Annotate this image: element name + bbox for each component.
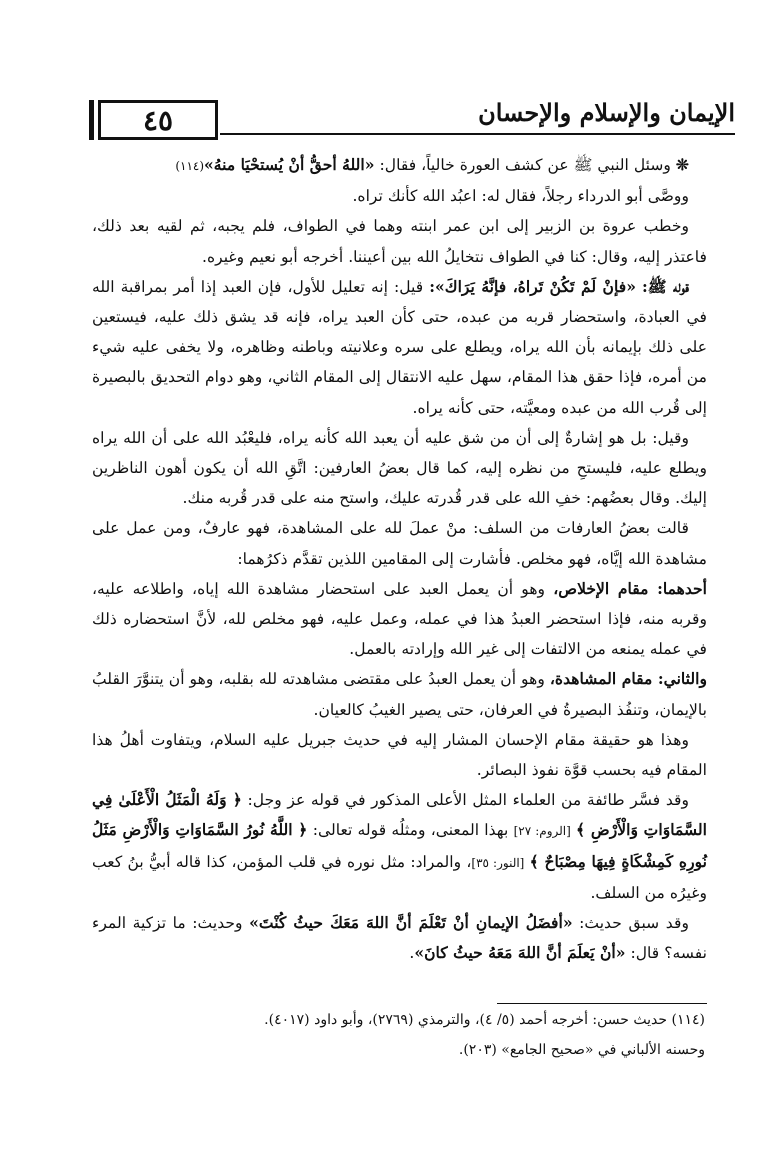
paragraph (92, 150, 707, 181)
footnote: (١١٤) حديث حسن: أخرجه أحمد (٥/ ٤)، والترمذي (٢٧٦٩)، وأبو داود (٤٠١٧). (264, 1012, 705, 1028)
running-title: الإيمان والإسلام والإحسان (478, 98, 735, 127)
footnote-rule (497, 1003, 707, 1004)
paragraph-text: وهو أن يعمل العبدُ على مقتضى مشاهدته لله بقلبه، وهو أن يتنوَّرَ القلبُ بالإيمان، وتنفُذ البصيرةُ في العرفان، حتى يصير الغيبُ كالعيان. (92, 670, 707, 719)
paragraph-text: وسئل النبي ﷺ عن كشف العورة خالياً، فقال: (379, 156, 671, 174)
footnote-ref[interactable]: (١١٤) (175, 159, 205, 173)
section-lead: والثاني: مقام المشاهدة، (549, 669, 707, 689)
paragraph (92, 785, 707, 908)
section-lead: قوله ﷺ: (641, 276, 689, 296)
hadith-quote: «اللهُ أحقُّ أنْ يُستحْيَا منهُ» (204, 155, 375, 174)
page-number: ٤٥ (98, 100, 218, 140)
paragraph-text: قيل: إنه تعليل للأول، فإن العبد إذا أمر بمراقبة الله في العبادة، واستحضار قربه من عبده، حتى كأن العبد يراه، فإنه قد يشق ذلك عليه، فيستعين على ذلك بإيمانه بأن الله يراه، ويطلع على سره وعلانيته وباطنه وظاهره، ولا يخفى عليه شيء من أمره، فإذا حقق هذا المقام، سهل عليه الانتقال إلى المقام الثاني، وهو دوام التحديق بالبصيرة إلى قُرب الله من عبده ومعيَّته، حتى كأنه يراه. (92, 277, 707, 417)
page-header (70, 92, 735, 138)
hadith-quote: «أنْ يَعلَمَ أنَّ اللهَ مَعَهُ حيثُ كانَ» (414, 943, 626, 963)
header-rule (220, 133, 735, 135)
paragraph (92, 574, 707, 665)
quran-quote: ﴿ اللَّهُ نُورُ السَّمَاوَاتِ وَالْأَرْضِ مَثَلُ نُورِهِ كَمِشْكَاةٍ فِيهَا مِصْبَاحٌ ﴾ (92, 820, 707, 871)
footnote: وحسنه الألباني في «صحيح الجامع» (٢٠٣). (458, 1042, 705, 1058)
paragraph-text: وهو أن يعمل العبد على استحضار مشاهدة الله إياه، واطلاعه عليه، وقربه منه، فإذا استحضر العبدُ هذا في عمله، وعمل عليه، فهو مخلص لله، لأنَّ استحضاره ذلك في عمله يمنعه من الالتفات إلى غير الله وإرادته بالعمل. (92, 579, 707, 659)
paragraph-text: ، والمراد: مثل نوره في قلب المؤمن، كذا قاله أبيُّ بنُ كعب وغيرُه من السلف. (92, 852, 707, 902)
hadith-quote: «فإنْ لَمْ تَكُنْ تَراهُ، فإنَّهُ يَرَاكَ»: (429, 276, 636, 296)
paragraph-text: وقد فسَّر طائفة من العلماء المثل الأعلى المذكور في قوله عز وجل: (247, 791, 690, 810)
hadith-quote: «أفضَلُ الإيمانِ أنْ تَعْلَمَ أنَّ اللهَ مَعَكَ حيثُ كُنْتَ» (249, 913, 573, 933)
section-lead: أحدهما: مقام الإخلاص، (553, 578, 707, 598)
paragraph (92, 908, 707, 968)
paragraph: وقيل: بل هو إشارةٌ إلى أن من شق عليه أن يعبد الله كأنه يراه، فليعْبُد الله على أن الله يراه ويطلع عليه، فليستحِ من نظره إليه، كما قال بعضُ العارفين: اتَّقِ الله أن يكون أهون الناظرين إليك. وقال بعضُهم: خفِ الله على قدر قُدرته عليك، واستح منه على قدر قُربه منك. (92, 428, 707, 508)
paragraph-text: . (409, 944, 415, 963)
paragraph: قالت بعضُ العارفات من السلف: منْ عملَ لله على المشاهدة، فهو عارفٌ، ومن عمل على مشاهدة الله إيَّاه، فهو مخلص. فأشارت إلى المقامين اللذين تقدَّم ذكرُهما: (92, 519, 707, 568)
paragraph-text: وقد سبق حديث: (579, 914, 689, 933)
paragraph: ووصَّى أبو الدرداء رجلاً، فقال له: اعبُد الله كأنك تراه. (352, 187, 689, 206)
paragraph: وهذا هو حقيقة مقام الإحسان المشار إليه في حديث جبريل عليه السلام، ويتفاوت أهلُ هذا المقام فيه بحسب قوَّة نفوذ البصائر. (92, 730, 707, 780)
verse-ref: [النور: ٣٥] (471, 855, 525, 870)
paragraph (92, 664, 707, 724)
paragraph (92, 272, 707, 423)
page-body (92, 150, 707, 968)
footnotes (160, 1005, 705, 1065)
paragraph: وخطب عروة بن الزبير إلى ابن عمر ابنته وهما في الطواف، فلم يجبه، ثم لقيه بعد ذلك، فاعتذر إليه، وقال: كنا في الطواف نتخايلُ الله بين أعيننا. أخرجه أبو نعيم وغيره. (92, 217, 707, 266)
paragraph-text: وحديث: ما تزكية المرء نفسه؟ قال: (92, 914, 707, 963)
bullet-star-icon: ❊ (675, 155, 689, 174)
paragraph-text: بهذا المعنى، ومثلُه قوله تعالى: (312, 821, 509, 840)
quran-quote: ﴿ وَلَهُ الْمَثَلُ الْأَعْلَىٰ فِي السَّمَاوَاتِ وَالْأَرْضِ ﴾ (92, 790, 707, 840)
verse-ref: [الروم: ٢٧] (513, 824, 571, 839)
